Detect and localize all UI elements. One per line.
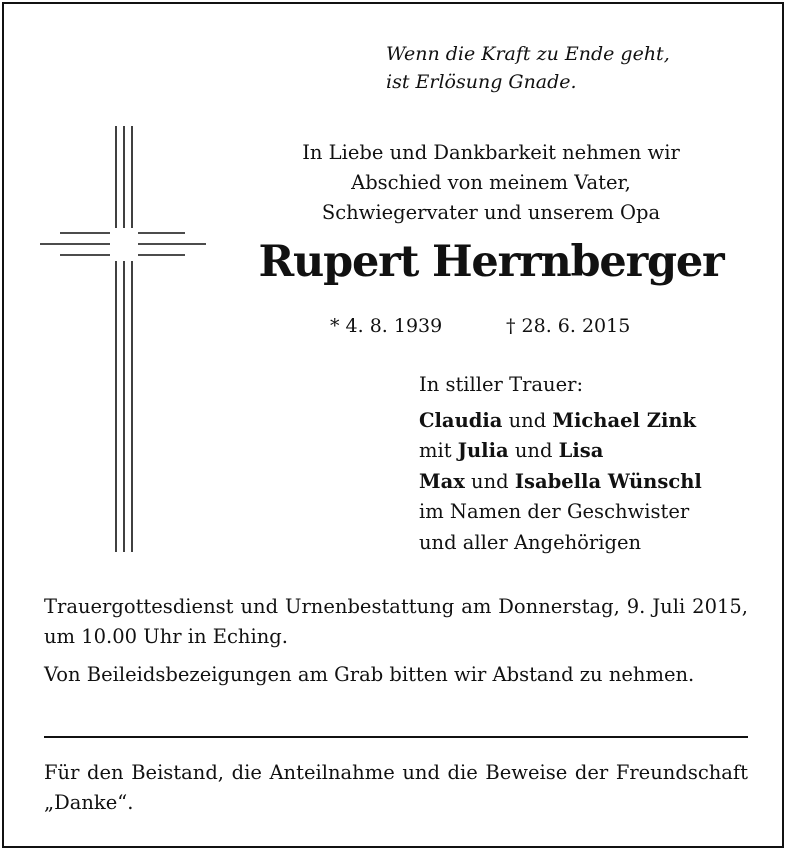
- connector: und: [502, 408, 553, 432]
- deceased-name: Rupert Herrnberger: [258, 237, 724, 287]
- mourners-line-3: [419, 467, 769, 498]
- mourner-name: Max: [419, 469, 465, 493]
- motto-line-1: Wenn die Kraft zu Ende geht,: [386, 43, 670, 65]
- mourners-line-1: [419, 406, 769, 437]
- mourner-name: Lisa: [558, 439, 604, 462]
- birth-date: * 4. 8. 1939: [330, 315, 443, 337]
- connector: und: [508, 439, 559, 462]
- intro: [236, 138, 746, 228]
- service-announcement: Trauergottesdienst und Urnenbestattung am Donnerstag, 9. Juli 2015, um 10.00 Uhr in Eching.: [44, 595, 748, 648]
- mourner-name: Isabella Wünschl: [514, 469, 702, 493]
- intro-line-1: In Liebe und Dankbarkeit nehmen wir: [302, 141, 680, 164]
- cross-icon: [40, 126, 210, 556]
- death-date: † 28. 6. 2015: [506, 315, 631, 337]
- intro-line-3: Schwiegervater und unserem Opa: [321, 201, 661, 224]
- intro-line-2: Abschied von meinem Vater,: [351, 171, 631, 194]
- condolence-request: Von Beileidsbezeigungen am Grab bitten wir Abstand zu nehmen.: [44, 663, 695, 686]
- thanks-note: Für den Beistand, die Anteilnahme und die Beweise der Freundschaft „Danke“.: [44, 761, 748, 814]
- mourner-name: Michael Zink: [552, 408, 697, 432]
- motto: [386, 40, 766, 96]
- mourner-name: Claudia: [419, 408, 503, 432]
- divider: [44, 736, 748, 738]
- prefix: mit: [419, 439, 458, 462]
- mourners-block: [419, 370, 769, 558]
- mourners-line-5: und aller Angehörigen: [419, 530, 642, 554]
- connector: und: [464, 469, 515, 493]
- mourner-name: Julia: [457, 439, 509, 462]
- mourners-line-2: [419, 436, 769, 467]
- motto-line-2: ist Erlösung Gnade.: [386, 71, 577, 93]
- mourners-heading: In stiller Trauer:: [419, 373, 584, 396]
- mourners-line-4: im Namen der Geschwister: [419, 500, 690, 523]
